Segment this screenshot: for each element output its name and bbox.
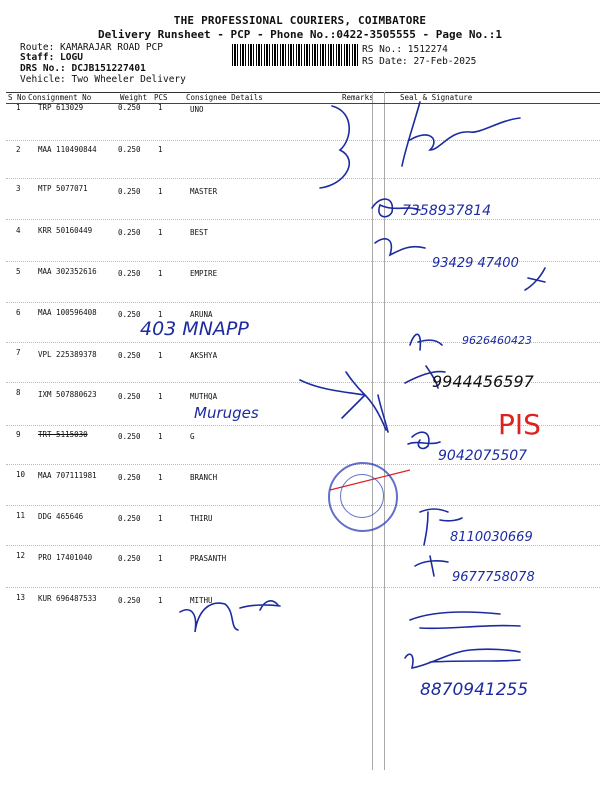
row-consignee: THIRU bbox=[190, 514, 213, 523]
row-consignment: MTP 5077071 bbox=[38, 184, 88, 193]
handwritten-phone: 93429 47400 bbox=[432, 256, 519, 271]
row-pcs: 1 bbox=[158, 228, 163, 237]
row-consignment: MAA 110490844 bbox=[38, 145, 97, 154]
row-sno: 13 bbox=[16, 593, 26, 602]
col-remarks: Remarks bbox=[342, 93, 374, 102]
rs-date: RS Date: 27-Feb-2025 bbox=[362, 56, 477, 67]
row-consignee: UNO bbox=[190, 105, 204, 114]
row-sno: 9 bbox=[16, 430, 21, 439]
handwritten-phone: 8110030669 bbox=[450, 530, 533, 545]
row-sno: 7 bbox=[16, 348, 21, 357]
row-sno: 12 bbox=[16, 551, 26, 560]
row-consignment: TRT 5115030 bbox=[38, 430, 88, 439]
col-consignee: Consignee Details bbox=[186, 93, 263, 102]
handwritten-mark: PIS bbox=[498, 408, 541, 441]
rs-number: RS No.: 1512274 bbox=[362, 44, 448, 55]
row-consignment: PRO 17401040 bbox=[38, 553, 93, 562]
row-weight: 0.250 bbox=[118, 432, 141, 441]
row-sno: 11 bbox=[16, 511, 26, 520]
row-consignee: MITHU bbox=[190, 596, 213, 605]
col-signature: Seal & Signature bbox=[400, 93, 473, 102]
row-consignee: BEST bbox=[190, 228, 209, 237]
row-weight: 0.250 bbox=[118, 392, 141, 401]
row-consignment: IXM 507880623 bbox=[38, 390, 97, 399]
row-consignment: TRP 613029 bbox=[38, 103, 84, 112]
bank-stamp bbox=[328, 462, 398, 532]
col-sno: S No bbox=[8, 93, 27, 102]
row-sno: 10 bbox=[16, 470, 26, 479]
handwritten-note: 403 MNAPP bbox=[140, 318, 249, 340]
handwritten-phone: 9677758078 bbox=[452, 570, 535, 585]
route-label: Route: KAMARAJAR ROAD PCP bbox=[20, 42, 163, 53]
row-pcs: 1 bbox=[158, 187, 163, 196]
row-weight: 0.250 bbox=[118, 514, 141, 523]
row-pcs: 1 bbox=[158, 103, 163, 112]
handwritten-phone: 7358937814 bbox=[402, 203, 492, 219]
row-consignment: KUR 696487533 bbox=[38, 594, 97, 603]
row-weight: 0.250 bbox=[118, 596, 141, 605]
row-consignee: G bbox=[190, 432, 195, 441]
row-pcs: 1 bbox=[158, 514, 163, 523]
row-consignment: VPL 225389378 bbox=[38, 350, 97, 359]
col-consignment: Consignment No bbox=[28, 93, 92, 102]
row-pcs: 1 bbox=[158, 473, 163, 482]
row-sno: 3 bbox=[16, 184, 21, 193]
row-pcs: 1 bbox=[158, 392, 163, 401]
row-weight: 0.250 bbox=[118, 145, 141, 154]
row-pcs: 1 bbox=[158, 145, 163, 154]
col-pcs: PCS bbox=[154, 93, 168, 102]
row-pcs: 1 bbox=[158, 351, 163, 360]
drs-label: DRS No.: DCJB151227401 bbox=[20, 63, 146, 74]
row-pcs: 1 bbox=[158, 269, 163, 278]
row-sno: 5 bbox=[16, 267, 21, 276]
row-sno: 6 bbox=[16, 308, 21, 317]
row-consignment: KRR 50160449 bbox=[38, 226, 93, 235]
row-consignee: BRANCH bbox=[190, 473, 218, 482]
handwritten-phone: 8870941255 bbox=[420, 680, 529, 700]
row-consignee: EMPIRE bbox=[190, 269, 218, 278]
row-sno: 4 bbox=[16, 226, 21, 235]
handwritten-phone: 9042075507 bbox=[438, 448, 528, 464]
row-weight: 0.250 bbox=[118, 473, 141, 482]
runsheet-subtitle: Delivery Runsheet - PCP - Phone No.:0422-3505555 - Page No.:1 bbox=[98, 28, 502, 41]
row-consignee: ARUNA bbox=[190, 310, 213, 319]
row-consignment: DDG 465646 bbox=[38, 512, 84, 521]
row-weight: 0.250 bbox=[118, 103, 141, 112]
row-weight: 0.250 bbox=[118, 351, 141, 360]
row-weight: 0.250 bbox=[118, 310, 141, 319]
company-title: THE PROFESSIONAL COURIERS, COIMBATORE bbox=[173, 14, 427, 27]
row-pcs: 1 bbox=[158, 432, 163, 441]
row-consignee: PRASANTH bbox=[190, 554, 227, 563]
row-consignee: MUTHQA bbox=[190, 392, 218, 401]
col-weight: Weight bbox=[120, 93, 148, 102]
row-consignment: MAA 707111981 bbox=[38, 471, 97, 480]
row-pcs: 1 bbox=[158, 554, 163, 563]
row-weight: 0.250 bbox=[118, 187, 141, 196]
row-consignee: MASTER bbox=[190, 187, 218, 196]
row-weight: 0.250 bbox=[118, 228, 141, 237]
handwritten-phone: 9626460423 bbox=[462, 334, 532, 347]
row-consignment: MAA 100596408 bbox=[38, 308, 97, 317]
vehicle-label: Vehicle: Two Wheeler Delivery bbox=[20, 74, 186, 85]
row-pcs: 1 bbox=[158, 596, 163, 605]
row-weight: 0.250 bbox=[118, 554, 141, 563]
row-sno: 8 bbox=[16, 388, 21, 397]
handwritten-note: Muruges bbox=[194, 404, 259, 422]
staff-label: Staff: LOGU bbox=[20, 52, 83, 63]
handwritten-phone: 9944456597 bbox=[432, 372, 534, 391]
row-consignee: AKSHYA bbox=[190, 351, 218, 360]
row-pcs: 1 bbox=[158, 310, 163, 319]
row-sno: 2 bbox=[16, 145, 21, 154]
row-weight: 0.250 bbox=[118, 269, 141, 278]
row-sno: 1 bbox=[16, 103, 21, 112]
row-consignment: MAA 302352616 bbox=[38, 267, 97, 276]
